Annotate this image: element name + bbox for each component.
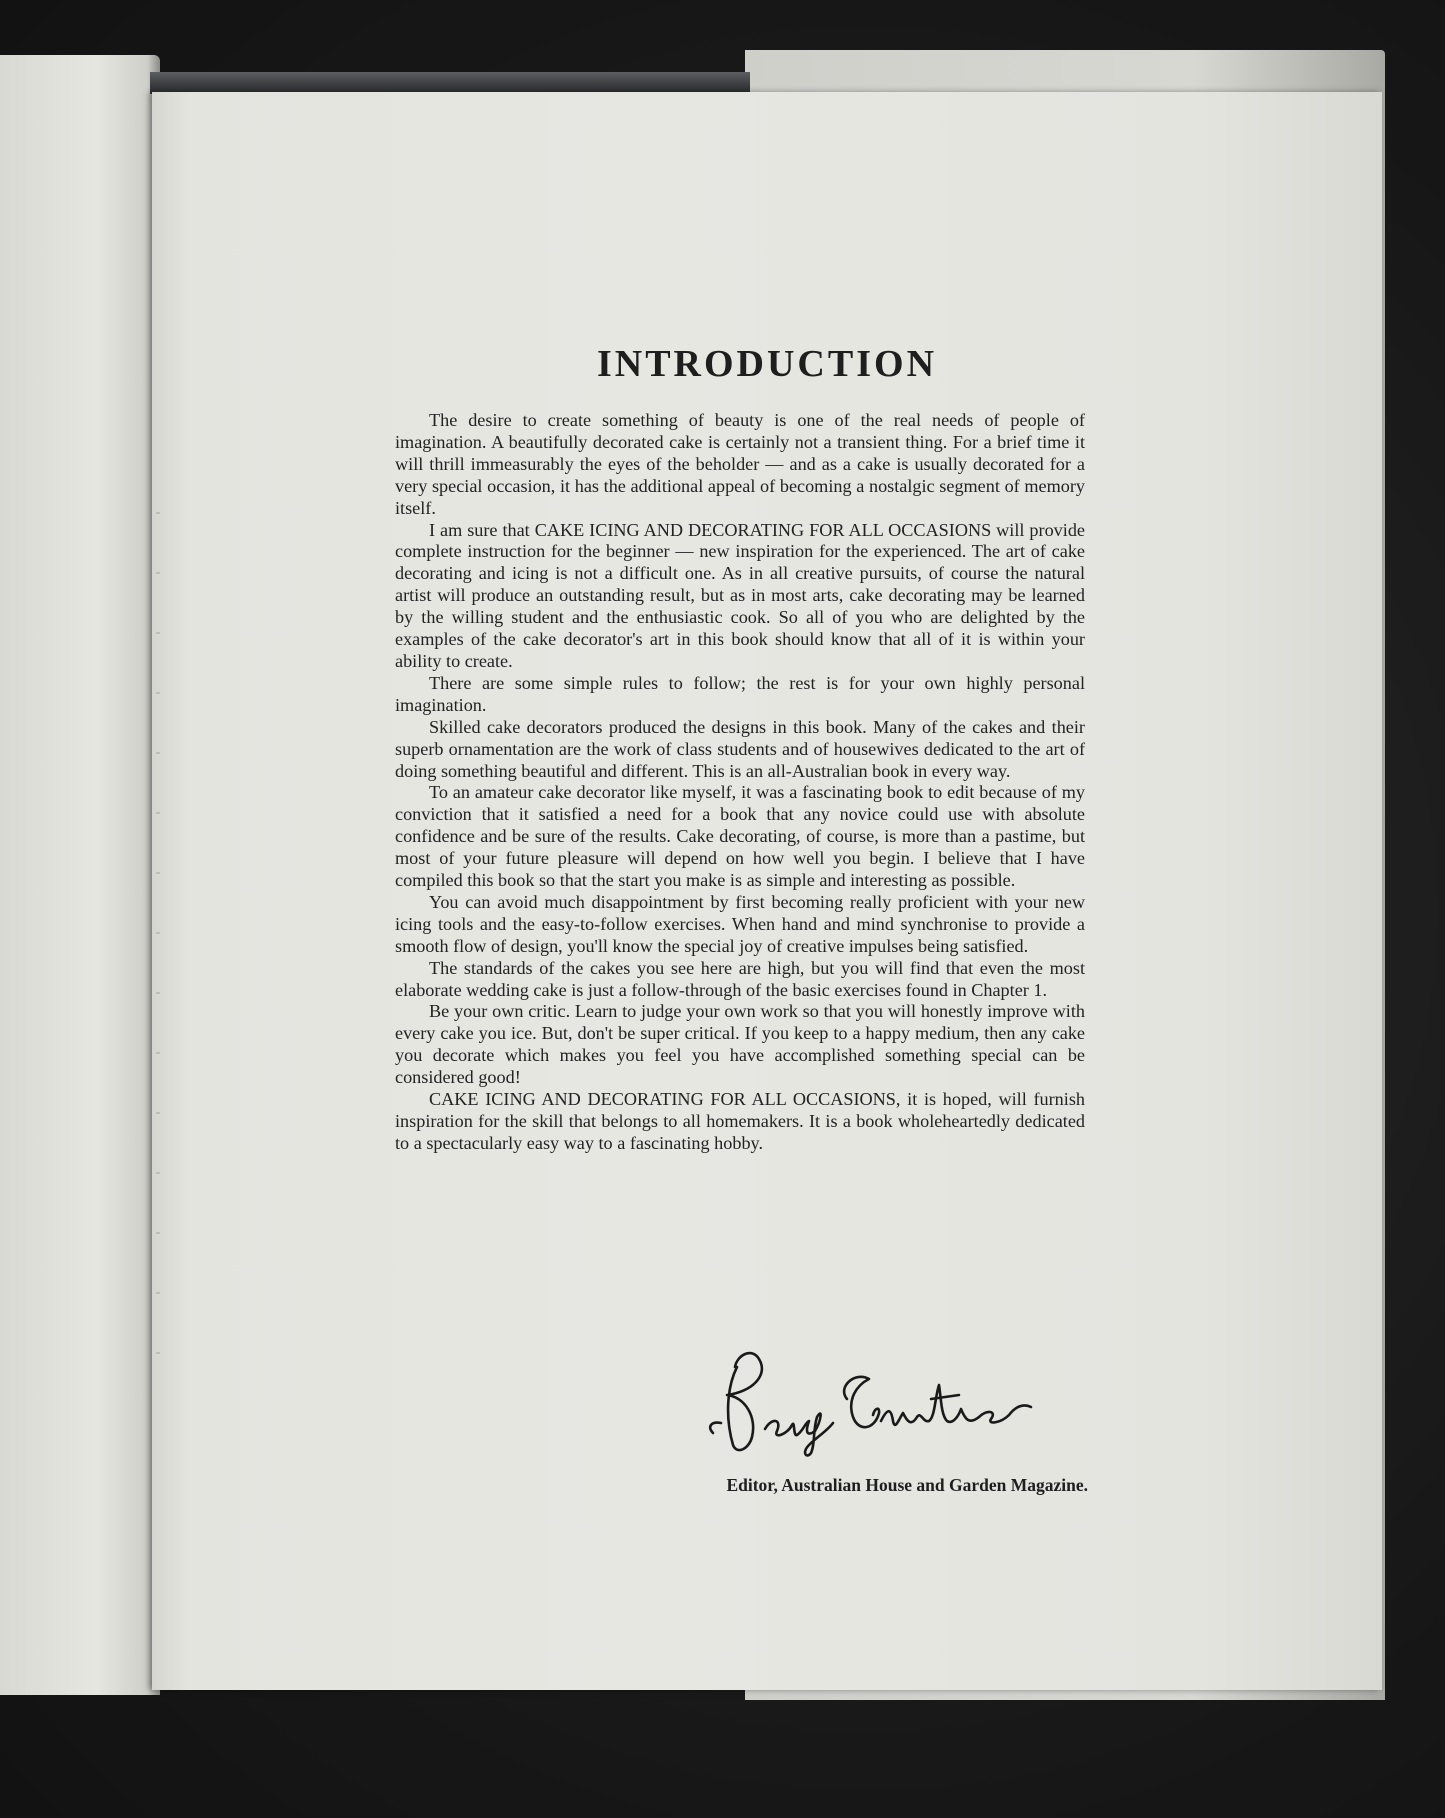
cover-board-edge: [150, 72, 750, 94]
paragraph: The desire to create something of beauty is one of the real needs of people of imagination. A beautifully decorated cake is certainly not a transient thing. For a brief time it will thrill immeasurably the eyes of the beholder — and as a cake is usually decorated for a very special occasion, it has the additional appeal of becoming a nostalgic segment of memory itself.: [395, 410, 1085, 518]
paragraph: The standards of the cakes you see here are high, but you will find that even the most elaborate wedding cake is just a follow-through of the basic exercises found in Chapter 1.: [395, 957, 1085, 1000]
paragraph: You can avoid much disappointment by first becoming really proficient with your new icing tools and the easy-to-follow exercises. When hand and mind synchronise to provide a smooth flow of design, you'll know the special joy of creative impulses being satisfied.: [395, 891, 1085, 956]
book-page: [152, 92, 1382, 1690]
paragraph: CAKE ICING AND DECORATING FOR ALL OCCASIONS, it is hoped, will furnish inspiration for the skill that belongs to all homemakers. It is a book wholeheartedly dedicated to a spectacularly easy way to a fascinating hobby.: [395, 1089, 1085, 1153]
paragraph: Be your own critic. Learn to judge your own work so that you will honestly improve with every cake you ice. But, don't be super critical. If you keep to a happy medium, then any cake you decorate which makes you feel you have accomplished something special can be considered good!: [395, 1001, 1085, 1088]
paragraph: To an amateur cake decorator like myself, it was a fascinating book to edit because of my conviction that it satisfied a need for a book that any novice could use with absolute confidence and be sure of the results. Cake decorating, of course, is more than a pastime, but most of your future pleasure will depend on how well you begin. I believe that I have compiled this book so that the start you make is as simple and interesting as possible.: [395, 782, 1085, 891]
page-title: INTRODUCTION: [596, 343, 938, 385]
page-content: [152, 92, 1382, 1690]
introduction-body: [395, 410, 1085, 1155]
editor-signature: [697, 1337, 1037, 1457]
paragraph: There are some simple rules to follow; the rest is for your own highly personal imagination.: [395, 672, 1085, 715]
left-facing-page: [0, 55, 160, 1695]
editor-credit: Editor, Australian House and Garden Magazine.: [726, 1475, 1088, 1495]
paragraph: I am sure that CAKE ICING AND DECORATING FOR ALL OCCASIONS will provide complete instruction for the beginner — new inspiration for the experienced. The art of cake decorating and icing is not a difficult one. As in all creative pursuits, of course the natural artist will produce an outstanding result, but as in most arts, cake decorating may be learned by the willing student and the enthusiastic cook. So all of you who are delighted by the examples of the cake decorator's art in this book should know that all of it is within your ability to create.: [395, 519, 1085, 671]
paragraph: Skilled cake decorators produced the designs in this book. Many of the cakes and their superb ornamentation are the work of class students and of housewives dedicated to the art of doing something beautiful and different. This is an all-Australian book in every way.: [395, 716, 1085, 781]
